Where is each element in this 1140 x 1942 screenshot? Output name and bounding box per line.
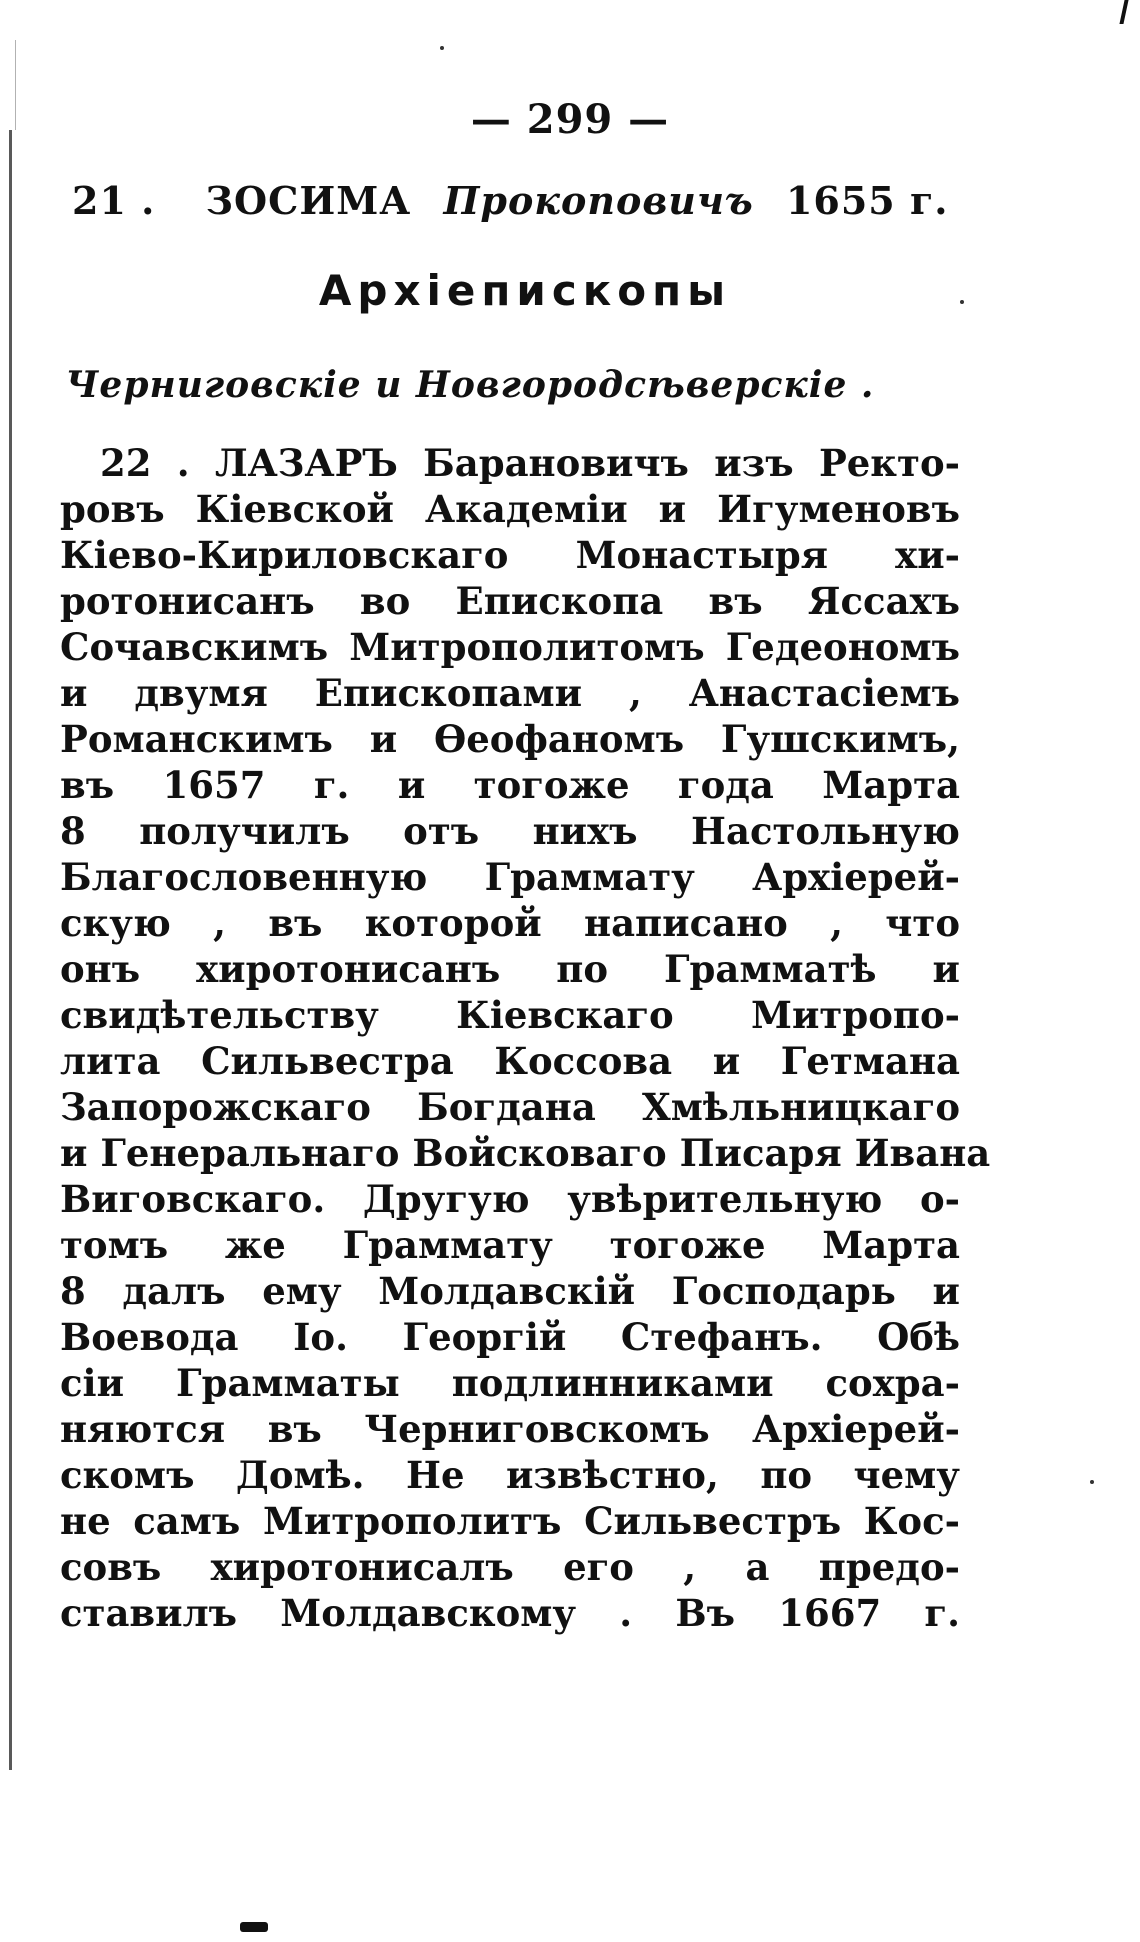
- text-line: скомъ Домѣ. Не извѣстно, по чему: [60, 1453, 960, 1497]
- print-speck: [960, 300, 964, 304]
- section-heading: Архіепископы: [318, 266, 732, 315]
- print-speck: [1090, 1480, 1094, 1484]
- text-line: ровъ Кіевской Академіи и Игуменовъ: [60, 487, 960, 531]
- text-line: свидѣтельству Кіевскаго Митропо-: [60, 993, 960, 1037]
- entry-21-name: ЗОСИМА: [205, 178, 412, 223]
- text-line: Виговскаго. Другую увѣрительную о-: [60, 1177, 960, 1221]
- text-line: томъ же Граммату тогоже Марта: [60, 1223, 960, 1267]
- text-line: совъ хиротонисалъ его , а предо-: [60, 1545, 960, 1589]
- text-line: въ 1657 г. и тогоже года Марта: [60, 763, 960, 807]
- text-line: онъ хиротонисанъ по Грамматѣ и: [60, 947, 960, 991]
- text-line: не самъ Митрополитъ Сильвестръ Кос-: [60, 1499, 960, 1543]
- text-line: лита Сильвестра Коссова и Гетмана: [60, 1039, 960, 1083]
- entry-21-surname: Прокоповичъ: [443, 178, 754, 223]
- text-line: Романскимъ и Ѳеофаномъ Гушскимъ,: [60, 717, 960, 761]
- footer-ink-mark: [240, 1922, 268, 1932]
- entry-21-number: 21 .: [72, 178, 156, 223]
- text-line: няются въ Черниговскомъ Архіерей-: [60, 1407, 960, 1451]
- text-line: и двумя Епископами , Анастасіемъ: [60, 671, 960, 715]
- text-line: ставилъ Молдавскому . Въ 1667 г.: [60, 1591, 960, 1635]
- text-line: Запорожскаго Богдана Хмѣльницкаго: [60, 1085, 960, 1129]
- text-line: Кіево-Кириловскаго Монастыря хи-: [60, 533, 960, 577]
- entry-21: [72, 178, 972, 223]
- text-line: 8 получилъ отъ нихъ Настольную: [60, 809, 960, 853]
- entry-22-text: [60, 440, 991, 1636]
- top-corner-mark: [1119, 0, 1128, 24]
- text-line: сіи Грамматы подлинниками сохра-: [60, 1361, 960, 1405]
- text-line: ротонисанъ во Епископа въ Яссахъ: [60, 579, 960, 623]
- text-line: 22 . ЛАЗАРЪ Барановичъ изъ Ректо-: [100, 441, 960, 485]
- entry-21-year: 1655 г.: [785, 178, 949, 223]
- text-line: и Генеральнаго Войсковаго Писаря Ивана: [60, 1131, 991, 1175]
- text-line: Воевода Іо. Георгій Стефанъ. Обѣ: [60, 1315, 960, 1359]
- print-speck: [440, 46, 444, 50]
- page-number: — 299 —: [470, 96, 670, 143]
- section-subheading: Черниговскіе и Новгородсѣверскіе .: [65, 364, 875, 406]
- text-line: Благословенную Граммату Архіерей-: [60, 855, 960, 899]
- text-line: 8 далъ ему Молдавскій Господарь и: [60, 1269, 960, 1313]
- text-line: скую , въ которой написано , что: [60, 901, 960, 945]
- text-line: Сочавскимъ Митрополитомъ Гедеономъ: [60, 625, 960, 669]
